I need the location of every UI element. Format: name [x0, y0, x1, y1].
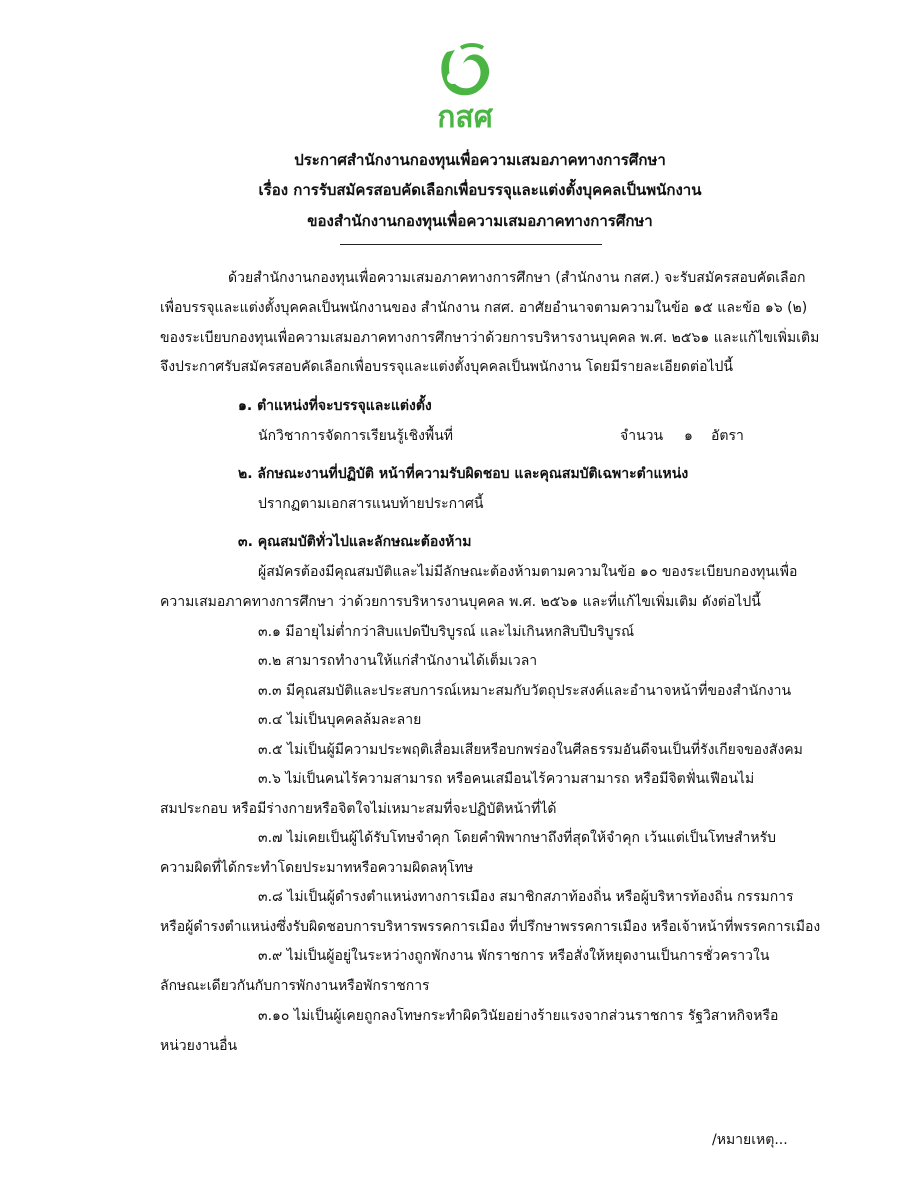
- continued-note: /หมายเหตุ...: [712, 1132, 788, 1148]
- section2-text: ปรากฏตามเอกสารแนบท้ายประกาศนี้: [258, 496, 484, 512]
- amount-value: ๑: [684, 428, 693, 444]
- position-name: นักวิชาการจัดการเรียนรู้เชิงพื้นที่: [258, 428, 454, 444]
- announcement-subject: เรื่อง การรับสมัครสอบคัดเลือกเพื่อบรรจุและแต่งตั้งบุคคลเป็นพนักงาน: [258, 181, 702, 199]
- header-divider: [340, 244, 602, 245]
- qualification-item: ๓.๑ มีอายุไม่ต่ำกว่าสิบแปดปีบริบูรณ์ และไม่เกินหกสิบปีบริบูรณ์: [258, 624, 635, 640]
- intro-line: เพื่อบรรจุและแต่งตั้งบุคคลเป็นพนักงานของ สำนักงาน กสศ. อาศัยอำนาจตามความในข้อ ๑๕ และข้อ ๑๖ (๒): [160, 300, 808, 316]
- qualification-item-continued: ความผิดที่ได้กระทำโดยประมาทหรือความผิดลหุโทษ: [160, 860, 474, 876]
- section3-heading: ๓. คุณสมบัติทั่วไปและลักษณะต้องห้าม: [238, 534, 472, 550]
- qualification-item: ๓.๖ ไม่เป็นคนไร้ความสามารถ หรือคนเสมือนไร้ความสามารถ หรือมีจิตฟั่นเฟือนไม่: [258, 771, 755, 787]
- qualification-item: ๓.๙ ไม่เป็นผู้อยู่ในระหว่างถูกพักงาน พักราชการ หรือสั่งให้หยุดงานเป็นการชั่วคราวใน: [258, 948, 770, 964]
- qualification-item: ๓.๗ ไม่เคยเป็นผู้ได้รับโทษจำคุก โดยคำพิพากษาถึงที่สุดให้จำคุก เว้นแต่เป็นโทษสำหรับ: [258, 830, 777, 846]
- qualification-item: ๓.๔ ไม่เป็นบุคคลล้มละลาย: [258, 712, 422, 728]
- amount-label: จำนวน: [620, 428, 664, 444]
- qualification-item-continued: ลักษณะเดียวกันกับการพักงานหรือพักราชการ: [160, 978, 430, 994]
- announcement-organization: ของสำนักงานกองทุนเพื่อความเสมอภาคทางการศึกษา: [307, 212, 653, 230]
- amount-unit: อัตรา: [711, 428, 744, 444]
- gsf-logo: [425, 42, 505, 134]
- section3-intro: ผู้สมัครต้องมีคุณสมบัติและไม่มีลักษณะต้องห้ามตามความในข้อ ๑๐ ของระเบียบกองทุนเพื่อ: [258, 564, 798, 580]
- qualification-item: ๓.๑๐ ไม่เป็นผู้เคยถูกลงโทษกระทำผิดวินัยอย่างร้ายแรงจากส่วนราชการ รัฐวิสาหกิจหรือ: [258, 1008, 779, 1024]
- section3-intro: ความเสมอภาคทางการศึกษา ว่าด้วยการบริหารงานบุคคล พ.ศ. ๒๕๖๑ และที่แก้ไขเพิ่มเติม ดังต่อไปนี้: [160, 594, 761, 610]
- intro-line: ด้วยสำนักงานกองทุนเพื่อความเสมอภาคทางการศึกษา (สำนักงาน กสศ.) จะรับสมัครสอบคัดเลือก: [228, 270, 806, 286]
- qualification-item-continued: หน่วยงานอื่น: [160, 1038, 238, 1054]
- qualification-item: ๓.๒ สามารถทำงานให้แก่สำนักงานได้เต็มเวลา: [258, 653, 538, 669]
- announcement-title: ประกาศสำนักงานกองทุนเพื่อความเสมอภาคทางการศึกษา: [294, 151, 666, 169]
- qualification-item-continued: หรือผู้ดำรงตำแหน่งซึ่งรับผิดชอบการบริหารพรรคการเมือง ที่ปรึกษาพรรคการเมือง หรือเจ้าหน้าที่พรรคการเมือง: [160, 919, 821, 935]
- section1-heading: ๑. ตำแหน่งที่จะบรรจุและแต่งตั้ง: [238, 398, 432, 414]
- qualification-item: ๓.๕ ไม่เป็นผู้มีความประพฤติเสื่อมเสียหรือบกพร่องในศีลธรรมอันดีจนเป็นที่รังเกียจของสังคม: [258, 742, 803, 758]
- qualification-item: ๓.๘ ไม่เป็นผู้ดำรงตำแหน่งทางการเมือง สมาชิกสภาท้องถิ่น หรือผู้บริหารท้องถิ่น กรรมการ: [258, 889, 794, 905]
- section2-heading: ๒. ลักษณะงานที่ปฏิบัติ หน้าที่ความรับผิดชอบ และคุณสมบัติเฉพาะตำแหน่ง: [238, 466, 689, 482]
- qualification-item-continued: สมประกอบ หรือมีร่างกายหรือจิตใจไม่เหมาะสมที่จะปฏิบัติหน้าที่ได้: [160, 801, 557, 817]
- qualification-item: ๓.๓ มีคุณสมบัติและประสบการณ์เหมาะสมกับวัตถุประสงค์และอำนาจหน้าที่ของสำนักงาน: [258, 683, 792, 699]
- logo-text: กสศ: [437, 100, 493, 135]
- leaf-icon: [433, 42, 497, 102]
- intro-line: ของระเบียบกองทุนเพื่อความเสมอภาคทางการศึกษาว่าด้วยการบริหารงานบุคคล พ.ศ. ๒๕๖๑ และแก้ไขเพิ่มเติม: [160, 330, 820, 346]
- intro-line: จึงประกาศรับสมัครสอบคัดเลือกเพื่อบรรจุและแต่งตั้งบุคคลเป็นพนักงาน โดยมีรายละเอียดต่อไปนี้: [160, 359, 733, 375]
